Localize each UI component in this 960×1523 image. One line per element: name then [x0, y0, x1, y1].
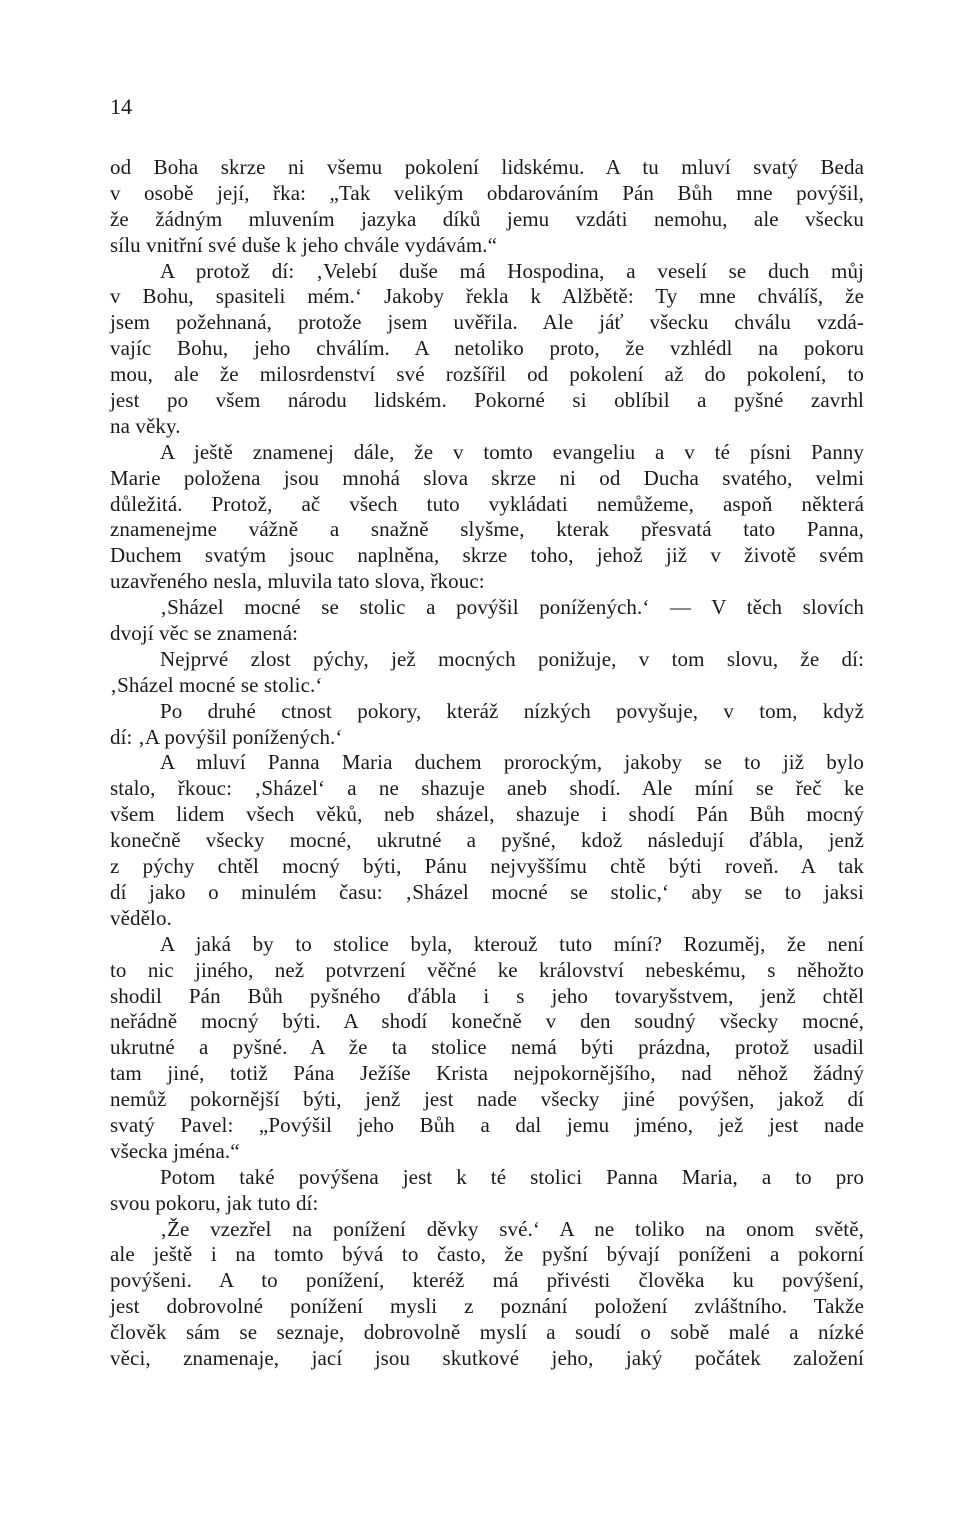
text-line: povýšeni. A to ponížení, kteréž má přivésti člověka ku povýšení, [110, 1268, 864, 1293]
text-line: nemůž pokornější býti, jenž jest nade všecky jiné povýšen, jakož dí [110, 1087, 864, 1112]
body-text [110, 155, 864, 1372]
text-line: tam jiné, totiž Pána Ježíše Krista nejpokornějšího, nad něhož žádný [110, 1061, 864, 1086]
text-line: dí: ‚A povýšil ponížených.‘ [110, 724, 343, 749]
text-line: A mluví Panna Maria duchem prorockým, jakoby se to již bylo [160, 750, 864, 775]
text-line: vajíc Bohu, jeho chválím. A netoliko proto, že vzhlédl na pokoru [110, 336, 864, 361]
text-line: ‚Že vzezřel na ponížení děvky své.‘ A ne toliko na onom světě, [160, 1216, 864, 1241]
text-line: stalo, řkouc: ‚Sházel‘ a ne shazuje aneb shodí. Ale míní se řeč ke [110, 776, 864, 801]
text-line: všecka jména.“ [110, 1138, 240, 1163]
text-line: dvojí věc se znamená: [110, 621, 299, 646]
text-line: neřádně mocný býti. A shodí konečně v den soudný všecky mocné, [110, 1009, 864, 1034]
text-line: ‚Sházel mocné se stolic.‘ [110, 672, 323, 697]
text-line: důležitá. Protož, ač všech tuto vykládati nemůžeme, aspoň některá [110, 491, 864, 516]
text-line: A ještě znamenej dále, že v tomto evangeliu a v té písni Panny [160, 439, 864, 464]
text-line: mou, ale že milosrdenství své rozšířil od pokolení až do pokolení, to [110, 362, 864, 387]
text-line: konečně všecky mocné, ukrutné a pyšné, kdož následují ďábla, jenž [110, 828, 864, 853]
text-line: v osobě její, řka: „Tak velikým obdarováním Pán Bůh mne povýšil, [110, 180, 864, 205]
text-line: to nic jiného, než potvrzení věčné ke království nebeskému, s něhožto [110, 957, 864, 982]
text-line: Po druhé ctnost pokory, kteráž nízkých povyšuje, v tom, když [160, 698, 864, 723]
text-line: ‚Sházel mocné se stolic a povýšil ponížených.‘ — V těch slovích [160, 595, 864, 620]
text-line: A protož dí: ‚Velebí duše má Hospodina, a veselí se duch můj [160, 258, 864, 283]
page-number: 14 [110, 94, 132, 119]
text-line: Potom také povýšena jest k té stolici Panna Maria, a to pro [160, 1164, 864, 1189]
text-line: vědělo. [110, 905, 172, 930]
text-line: jest po všem národu lidském. Pokorné si oblíbil a pyšné zavrhl [110, 388, 864, 413]
text-line: na věky. [110, 413, 181, 438]
text-line: jest dobrovolné ponížení mysli z poznání položení zvláštního. Takže [110, 1294, 864, 1319]
text-line: věci, znamenaje, jací jsou skutkové jeho, jaký počátek založení [110, 1345, 864, 1370]
text-line: A jaká by to stolice byla, kterouž tuto míní? Rozuměj, že není [160, 931, 864, 956]
text-line: svatý Pavel: „Povýšil jeho Bůh a dal jemu jméno, jež jest nade [110, 1112, 864, 1137]
text-line: jsem požehnaná, protože jsem uvěřila. Ale jáť všecku chválu vzdá- [110, 310, 864, 335]
text-line: z pýchy chtěl mocný býti, Pánu nejvyššímu chtě býti roveň. A tak [110, 854, 864, 879]
text-line: ukrutné a pyšné. A že ta stolice nemá býti prázdna, protož usadil [110, 1035, 864, 1060]
text-line: svou pokoru, jak tuto dí: [110, 1190, 319, 1215]
text-line: Nejprvé zlost pýchy, jež mocných ponižuje, v tom slovu, že dí: [160, 646, 864, 671]
text-line: v Bohu, spasiteli mém.‘ Jakoby řekla k Alžbětě: Ty mne chválíš, že [110, 284, 864, 309]
text-line: všem lidem všech věků, neb sházel, shazuje i shodí Pán Bůh mocný [110, 802, 864, 827]
text-line: Marie položena jsou mnohá slova skrze ni od Ducha svatého, velmi [110, 465, 864, 490]
text-line: ale ještě i na tomto bývá to často, že pyšní bývají poníženi a pokorní [110, 1242, 864, 1267]
text-line: Duchem svatým jsouc naplněna, skrze toho, jehož již v životě svém [110, 543, 864, 568]
text-line: uzavřeného nesla, mluvila tato slova, řkouc: [110, 569, 485, 594]
text-line: dí jako o minulém času: ‚Sházel mocné se stolic,‘ aby se to jaksi [110, 879, 864, 904]
text-line: sílu vnitřní své duše k jeho chvále vydávám.“ [110, 232, 498, 257]
text-line: člověk sám se seznaje, dobrovolně myslí a soudí o sobě malé a nízké [110, 1320, 864, 1345]
text-line: shodil Pán Bůh pyšného ďábla i s jeho tovaryšstvem, jenž chtěl [110, 983, 864, 1008]
text-line: od Boha skrze ni všemu pokolení lidskému. A tu mluví svatý Beda [110, 155, 864, 179]
text-line: že žádným mluvením jazyka díků jemu vzdáti nemohu, ale všecku [110, 206, 864, 231]
text-line: znamenejme vážně a snažně slyšme, kterak přesvatá tato Panna, [110, 517, 864, 542]
